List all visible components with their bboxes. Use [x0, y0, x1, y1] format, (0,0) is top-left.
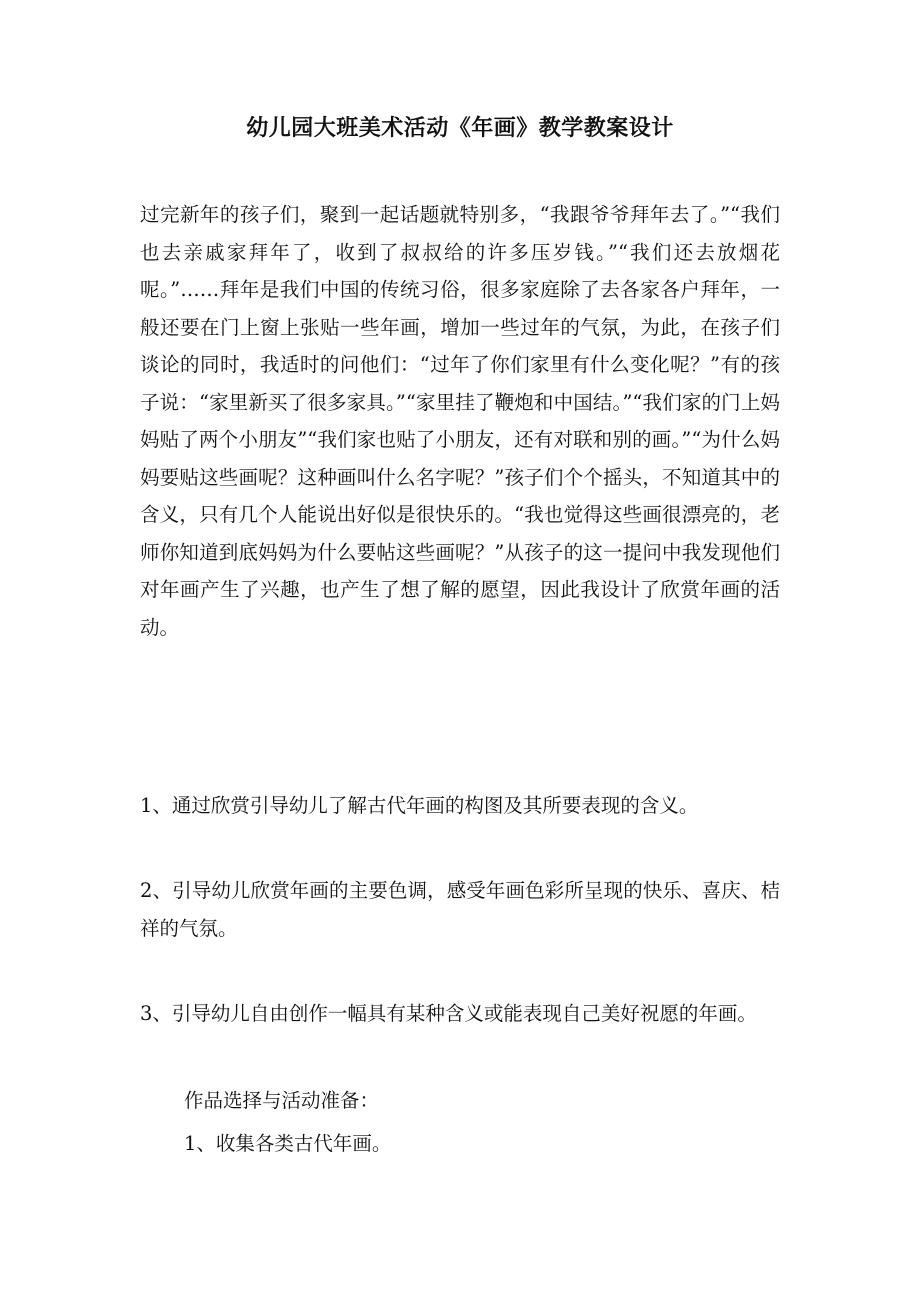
preparation-item-1: 1、收集各类古代年画。: [184, 1132, 392, 1155]
intro-paragraph: 过完新年的孩子们，聚到一起话题就特别多，“我跟爷爷拜年去了。”“我们也去亲戚家拜年了，收到了叔叔给的许多压岁钱。”“我们还去放烟花呢。”……拜年是我们中国的传统习俗，很多家庭除了去各家各户拜年，一般还要在门上窗上张贴一些年画，增加一些过年的气氛，为此，在孩子们谈论的同时，我适时的问他们：“过年了你们家里有什么变化呢？”有的孩子说：“家里新买了很多家具。”“家里挂了鞭炮和中国结。”“我们家的门上妈妈贴了两个小朋友”“我们家也贴了小朋友，还有对联和别的画。”“为什么妈妈要贴这些画呢？这种画叫什么名字呢？”孩子们个个摇头，不知道其中的含义，只有几个人能说出好似是很快乐的。“我也觉得这些画很漂亮的，老师你知道到底妈妈为什么要帖这些画呢？”从孩子的这一提问中我发现他们对年画产生了兴趣，也产生了想了解的愿望，因此我设计了欣赏年画的活动。: [140, 203, 780, 639]
preparation-heading: 作品选择与活动准备：: [184, 1089, 380, 1112]
document-title: 幼儿园大班美术活动《年画》教学教案设计: [246, 115, 674, 141]
goal-item-2: 2、引导幼儿欣赏年画的主要色调，感受年画色彩所呈现的快乐、喜庆、桔祥的气氛。: [140, 879, 780, 940]
goal-item-3: 3、引导幼儿自由创作一幅具有某种含义或能表现自己美好祝愿的年画。: [140, 1002, 757, 1025]
goal-item-1: 1、通过欣赏引导幼儿了解古代年画的构图及其所要表现的含义。: [140, 794, 699, 817]
